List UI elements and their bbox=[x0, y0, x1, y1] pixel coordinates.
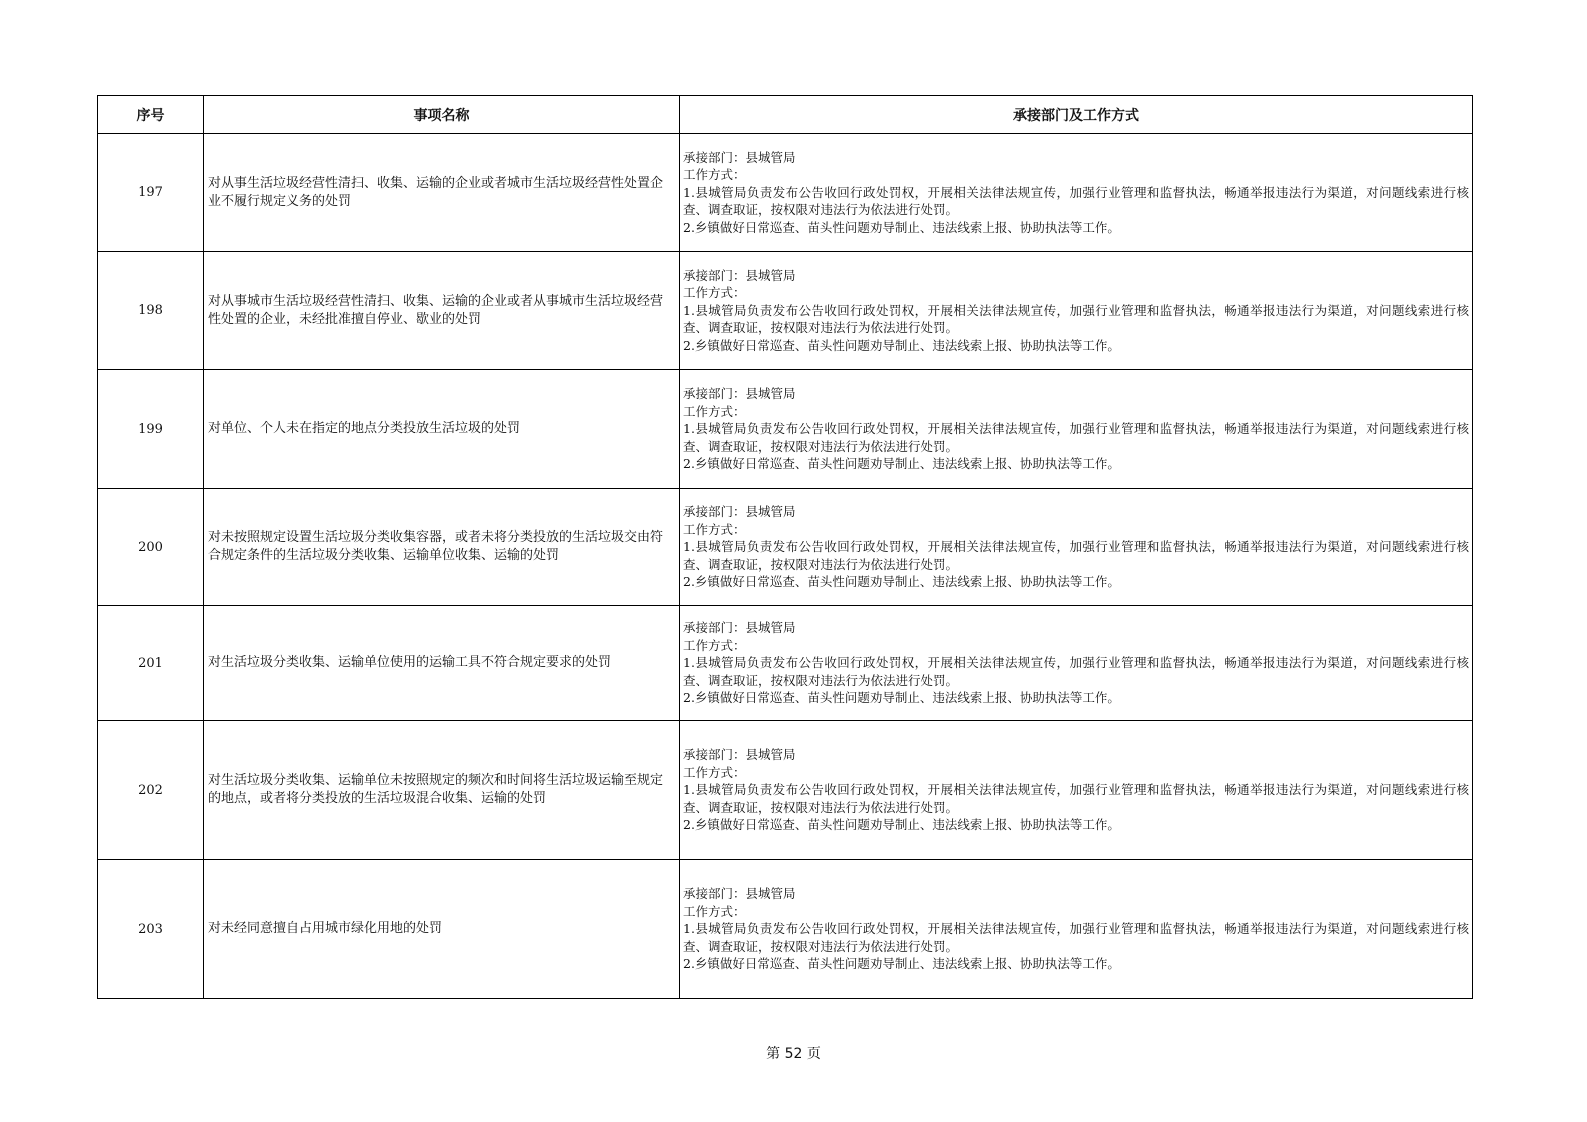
header-row bbox=[98, 96, 1473, 134]
serial-number-cell: 198 bbox=[98, 252, 204, 370]
department-method-cell bbox=[680, 489, 1473, 606]
department-line: 承接部门：县城管局 bbox=[683, 386, 796, 402]
department-line: 承接部门：县城管局 bbox=[683, 747, 796, 763]
serial-number-cell: 199 bbox=[98, 370, 204, 489]
method-item-1: 1.县城管局负责发布公告收回行政处罚权，开展相关法律法规宣传，加强行业管理和监督执法，畅通举报违法行为渠道，对问题线索进行核查、调查取证，按权限对违法行为依法进行处罚。 bbox=[683, 782, 1469, 815]
method-label: 工作方式： bbox=[683, 285, 746, 301]
matter-name-cell: 对从事城市生活垃圾经营性清扫、收集、运输的企业或者从事城市生活垃圾经营性处置的企业，未经批准擅自停业、歇业的处罚 bbox=[204, 252, 680, 370]
matter-name-cell: 对生活垃圾分类收集、运输单位使用的运输工具不符合规定要求的处罚 bbox=[204, 606, 680, 721]
department-method-cell bbox=[680, 370, 1473, 489]
table-row bbox=[98, 721, 1473, 860]
department-method-cell bbox=[680, 134, 1473, 252]
serial-number-cell: 197 bbox=[98, 134, 204, 252]
department-line: 承接部门：县城管局 bbox=[683, 504, 796, 520]
header-department-and-method: 承接部门及工作方式 bbox=[680, 96, 1473, 134]
method-item-2: 2.乡镇做好日常巡查、苗头性问题劝导制止、违法线索上报、协助执法等工作。 bbox=[683, 574, 1120, 590]
table-row bbox=[98, 134, 1473, 252]
method-item-2: 2.乡镇做好日常巡查、苗头性问题劝导制止、违法线索上报、协助执法等工作。 bbox=[683, 337, 1120, 353]
table-row bbox=[98, 489, 1473, 606]
table-row bbox=[98, 370, 1473, 489]
department-line: 承接部门：县城管局 bbox=[683, 267, 796, 283]
matters-table bbox=[97, 95, 1473, 999]
method-label: 工作方式： bbox=[683, 521, 746, 537]
table-row bbox=[98, 606, 1473, 721]
department-method-cell bbox=[680, 860, 1473, 999]
department-line: 承接部门：县城管局 bbox=[683, 886, 796, 902]
method-item-1: 1.县城管局负责发布公告收回行政处罚权，开展相关法律法规宣传，加强行业管理和监督执法，畅通举报违法行为渠道，对问题线索进行核查、调查取证，按权限对违法行为依法进行处罚。 bbox=[683, 539, 1469, 572]
method-item-1: 1.县城管局负责发布公告收回行政处罚权，开展相关法律法规宣传，加强行业管理和监督执法，畅通举报违法行为渠道，对问题线索进行核查、调查取证，按权限对违法行为依法进行处罚。 bbox=[683, 302, 1469, 336]
table-row bbox=[98, 252, 1473, 370]
method-item-2: 2.乡镇做好日常巡查、苗头性问题劝导制止、违法线索上报、协助执法等工作。 bbox=[683, 956, 1120, 972]
matter-name-cell: 对生活垃圾分类收集、运输单位未按照规定的频次和时间将生活垃圾运输至规定的地点，或者将分类投放的生活垃圾混合收集、运输的处罚 bbox=[204, 721, 680, 860]
method-item-2: 2.乡镇做好日常巡查、苗头性问题劝导制止、违法线索上报、协助执法等工作。 bbox=[683, 817, 1120, 833]
method-label: 工作方式： bbox=[683, 637, 746, 653]
matter-name-cell: 对从事生活垃圾经营性清扫、收集、运输的企业或者城市生活垃圾经营性处置企业不履行规定义务的处罚 bbox=[204, 134, 680, 252]
department-line: 承接部门：县城管局 bbox=[683, 149, 796, 165]
serial-number-cell: 203 bbox=[98, 860, 204, 999]
header-serial-number: 序号 bbox=[98, 96, 204, 134]
method-label: 工作方式： bbox=[683, 403, 746, 419]
table-row bbox=[98, 860, 1473, 999]
serial-number-cell: 201 bbox=[98, 606, 204, 721]
matter-name-cell: 对单位、个人未在指定的地点分类投放生活垃圾的处罚 bbox=[204, 370, 680, 489]
matter-name-cell: 对未按照规定设置生活垃圾分类收集容器，或者未将分类投放的生活垃圾交由符合规定条件的生活垃圾分类收集、运输单位收集、运输的处罚 bbox=[204, 489, 680, 606]
department-line: 承接部门：县城管局 bbox=[683, 620, 796, 636]
method-label: 工作方式： bbox=[683, 167, 746, 183]
method-item-1: 1.县城管局负责发布公告收回行政处罚权，开展相关法律法规宣传，加强行业管理和监督执法，畅通举报违法行为渠道，对问题线索进行核查、调查取证，按权限对违法行为依法进行处罚。 bbox=[683, 655, 1469, 688]
method-label: 工作方式： bbox=[683, 764, 746, 780]
method-item-2: 2.乡镇做好日常巡查、苗头性问题劝导制止、违法线索上报、协助执法等工作。 bbox=[683, 456, 1120, 472]
department-method-cell bbox=[680, 252, 1473, 370]
serial-number-cell: 202 bbox=[98, 721, 204, 860]
method-item-1: 1.县城管局负责发布公告收回行政处罚权，开展相关法律法规宣传，加强行业管理和监督执法，畅通举报违法行为渠道，对问题线索进行核查、调查取证，按权限对违法行为依法进行处罚。 bbox=[683, 421, 1469, 454]
header-matter-name: 事项名称 bbox=[204, 96, 680, 134]
department-method-cell bbox=[680, 606, 1473, 721]
method-item-2: 2.乡镇做好日常巡查、苗头性问题劝导制止、违法线索上报、协助执法等工作。 bbox=[683, 690, 1120, 706]
method-label: 工作方式： bbox=[683, 903, 746, 919]
matter-name-cell: 对未经同意擅自占用城市绿化用地的处罚 bbox=[204, 860, 680, 999]
method-item-2: 2.乡镇做好日常巡查、苗头性问题劝导制止、违法线索上报、协助执法等工作。 bbox=[683, 219, 1120, 235]
department-method-cell bbox=[680, 721, 1473, 860]
method-item-1: 1.县城管局负责发布公告收回行政处罚权，开展相关法律法规宣传，加强行业管理和监督执法，畅通举报违法行为渠道，对问题线索进行核查、调查取证，按权限对违法行为依法进行处罚。 bbox=[683, 184, 1469, 218]
page-number: 第 52 页 bbox=[766, 1046, 821, 1062]
serial-number-cell: 200 bbox=[98, 489, 204, 606]
method-item-1: 1.县城管局负责发布公告收回行政处罚权，开展相关法律法规宣传，加强行业管理和监督执法，畅通举报违法行为渠道，对问题线索进行核查、调查取证，按权限对违法行为依法进行处罚。 bbox=[683, 921, 1469, 954]
